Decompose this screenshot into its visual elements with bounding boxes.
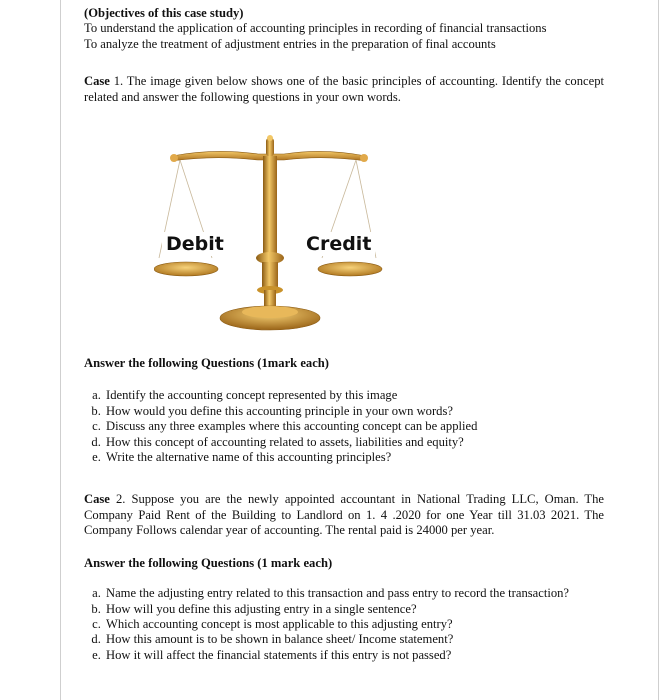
list-item: a. Identify the accounting concept represented by this image (104, 388, 604, 403)
case1-questions-heading: Answer the following Questions (1mark each) (84, 356, 329, 371)
document-content (84, 6, 604, 663)
list-item: b. How will you define this adjusting entry in a single sentence? (104, 602, 604, 617)
list-item: b. How would you define this accounting principle in your own words? (104, 404, 604, 419)
case1-text: 1. The image given below shows one of the basic principles of accounting. Identify the concept related and answer the following questions in your own words. (84, 74, 604, 104)
case1-intro (84, 74, 604, 105)
balance-scale-image (154, 134, 386, 332)
page-border-left (60, 0, 61, 700)
debit-label: Debit (162, 232, 228, 256)
list-item: e. Write the alternative name of this accounting principles? (104, 450, 604, 465)
credit-label: Credit (302, 232, 375, 256)
list-item: c. Discuss any three examples where this accounting concept can be applied (104, 419, 604, 434)
list-item: d. How this amount is to be shown in balance sheet/ Income statement? (104, 632, 604, 647)
case2-text: 2. Suppose you are the newly appointed accountant in National Trading LLC, Oman. The Company Paid Rent of the Building to Landlord on 1. 4 .2020 for one Year till 31.03 2021. The Company Follows calendar year of accounting. The rental paid is 24000 per year. (84, 492, 604, 538)
case2-questions-list (84, 586, 604, 663)
case1-label: Case (84, 74, 110, 89)
case1-questions-list (84, 388, 604, 465)
case2-intro (84, 492, 604, 538)
list-item: a. Name the adjusting entry related to this transaction and pass entry to record the transaction? (104, 586, 604, 601)
objective-line: To analyze the treatment of adjustment entries in the preparation of final accounts (84, 36, 496, 51)
list-item: c. Which accounting concept is most applicable to this adjusting entry? (104, 617, 604, 632)
page-border-right (658, 0, 659, 700)
case2-label: Case (84, 492, 110, 507)
list-item: d. How this concept of accounting related to assets, liabilities and equity? (104, 435, 604, 450)
objectives-heading: (Objectives of this case study) (84, 6, 244, 20)
objective-line: To understand the application of accounting principles in recording of financial transactions (84, 21, 547, 36)
list-item: e. How it will affect the financial statements if this entry is not passed? (104, 648, 604, 663)
case2-questions-heading: Answer the following Questions (1 mark each) (84, 555, 333, 570)
